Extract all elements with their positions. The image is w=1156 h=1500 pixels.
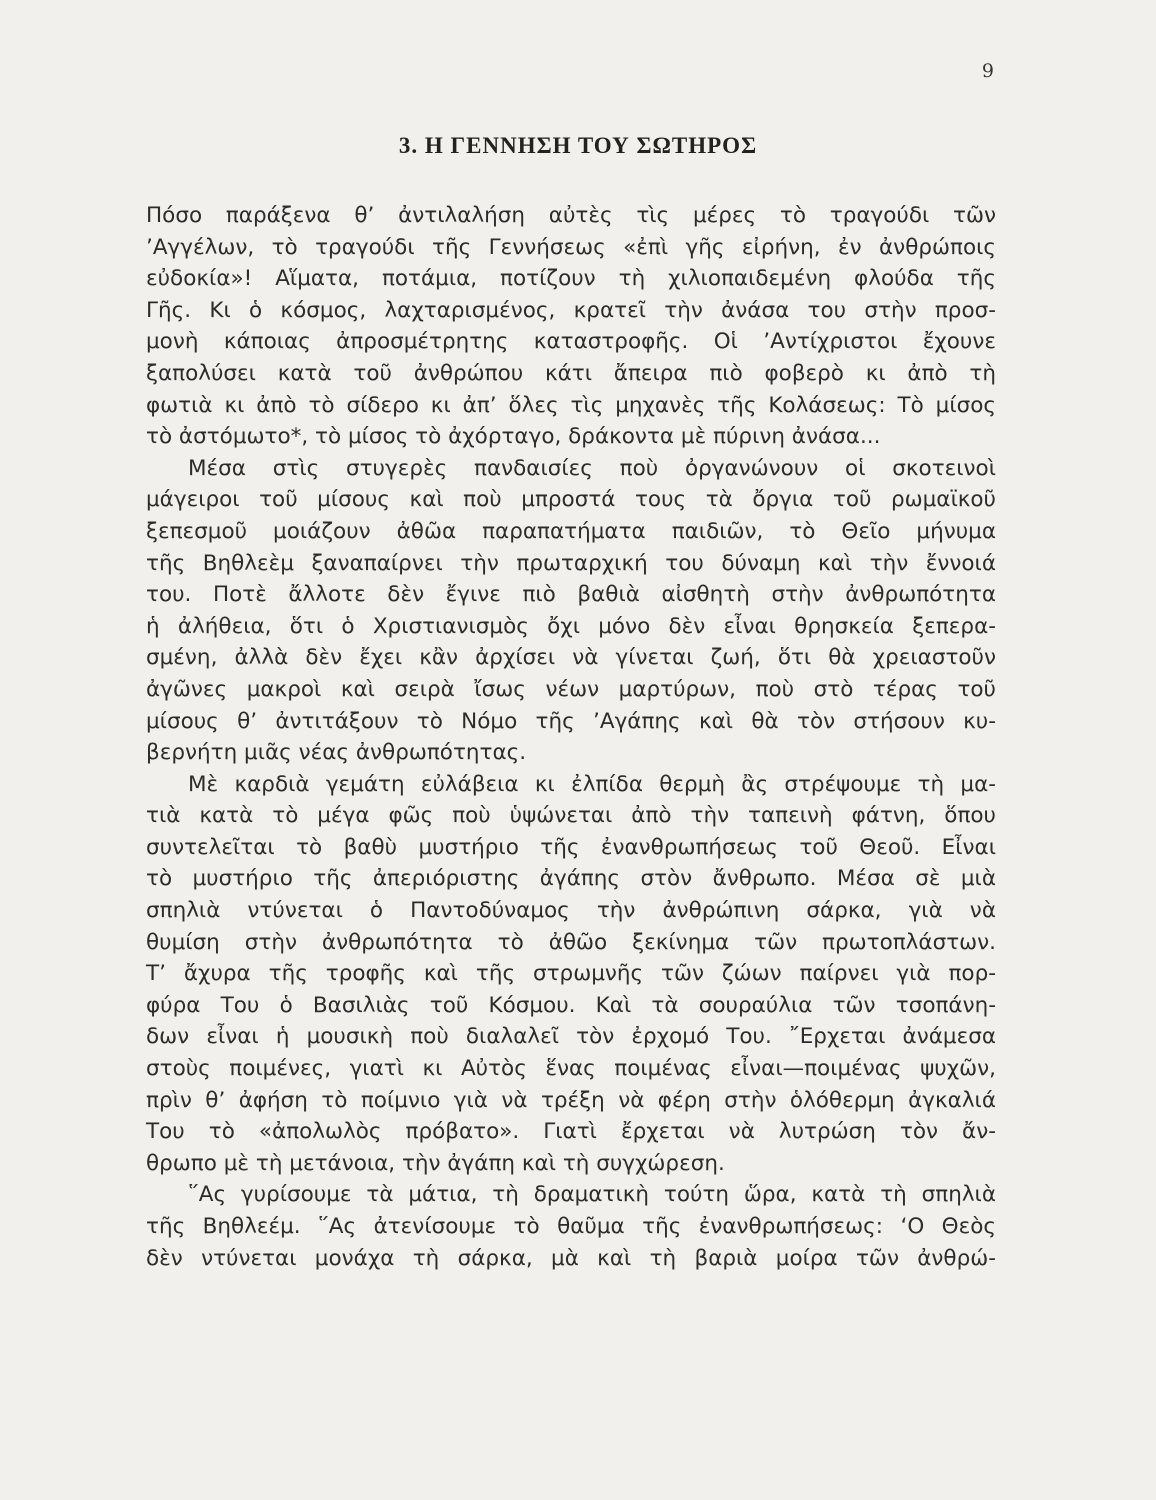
text-line: εὐδοκία»! Αἵματα, ποτάμια, ποτίζουν τὴ χιλιοπαιδεμένη φλούδα τῆς (146, 266, 996, 292)
text-line: βερνήτη μιᾶς νέας ἀνθρωπότητας. (146, 740, 527, 766)
text-line: Πόσο παράξενα θ’ ἀντιλαλήση αὐτὲς τὶς μέρες τὸ τραγούδι τῶν (146, 203, 996, 228)
chapter-title: 3. Η ΓΕΝΝΗΣΗ ΤΟΥ ΣΩΤΗΡΟΣ (398, 133, 758, 158)
text-line: ἡ ἀλήθεια, ὅτι ὁ Χριστιανισμὸς ὄχι μόνο δὲν εἶναι θρησκεία ξεπερα- (146, 613, 996, 639)
text-line: φύρα Του ὁ Βασιλιὰς τοῦ Κόσμου. Καὶ τὰ σουραύλια τῶν τσοπάνη- (146, 992, 996, 1018)
text-line: του. Ποτὲ ἄλλοτε δὲν ἔγινε πιὸ βαθιὰ αἰσθητὴ στὴν ἀνθρωπότητα (146, 582, 996, 608)
text-line: τῆς Βηθλεέμ. ῞Ας ἀτενίσουμε τὸ θαῦμα τῆς ἐνανθρωπήσεως: ‘Ο Θεὸς (146, 1214, 996, 1239)
text-line: σπηλιὰ ντύνεται ὁ Παντοδύναμος τὴν ἀνθρώπινη σάρκα, γιὰ νὰ (146, 898, 996, 924)
text-line: δὲν ντύνεται μονάχα τὴ σάρκα, μὰ καὶ τὴ βαριὰ μοίρα τῶν ἀνθρώ- (146, 1245, 996, 1271)
text-line: ῞Ας γυρίσουμε τὰ μάτια, τὴ δραματικὴ τούτη ὥρα, κατὰ τὴ σπηλιὰ (188, 1182, 996, 1208)
text-line: πρὶν θ’ ἀφήση τὸ ποίμνιο γιὰ νὰ τρέξη νὰ φέρη στὴν ὁλόθερμη ἀγκαλιά (146, 1087, 996, 1113)
text-line: θυμίση στὴν ἀνθρωπότητα τὸ ἀθῶο ξεκίνημα τῶν πρωτοπλάστων. (146, 929, 996, 955)
text-line: ξεπεσμοῦ μοιάζουν ἀθῶα παραπατήματα παιδιῶν, τὸ Θεῖο μήνυμα (146, 518, 996, 544)
text-line: Μέσα στὶς στυγερὲς πανδαισίες ποὺ ὀργανώνουν οἱ σκοτεινοὶ (188, 455, 996, 481)
text-line: στοὺς ποιμένες, γιατὶ κι Αὐτὸς ἕνας ποιμένας εἶναι—ποιμένας ψυχῶν, (146, 1056, 996, 1082)
text-line: φωτιὰ κι ἀπὸ τὸ σίδερο κι ἀπ’ ὅλες τὶς μηχανὲς τῆς Κολάσεως: Τὸ μίσος (146, 392, 996, 418)
text-line: δων εἶναι ἡ μουσικὴ ποὺ διαλαλεῖ τὸν ἐρχομό Του. ῎Ερχεται ἀνάμεσα (146, 1024, 996, 1050)
text-line: συντελεῖται τὸ βαθὺ μυστήριο τῆς ἐνανθρωπήσεως τοῦ Θεοῦ. Εἶναι (146, 834, 996, 860)
text-line: τῆς Βηθλεὲμ ξαναπαίρνει τὴν πρωταρχική του δύναμη καὶ τὴν ἔννοιά (146, 550, 996, 576)
text-line: Γῆς. Κι ὁ κόσμος, λαχταρισμένος, κρατεῖ τὴν ἀνάσα του στὴν προσ- (146, 297, 996, 323)
text-line: ξαπολύσει κατὰ τοῦ ἀνθρώπου κάτι ἄπειρα πιὸ φοβερὸ κι ἀπὸ τὴ (146, 360, 996, 386)
text-line: τιὰ κατὰ τὸ μέγα φῶς ποὺ ὑψώνεται ἀπὸ τὴν ταπεινὴ φάτνη, ὅπου (146, 803, 996, 829)
text-line: θρωπο μὲ τὴ μετάνοια, τὴν ἀγάπη καὶ τὴ συγχώρεση. (146, 1150, 725, 1176)
page-number: 9 (981, 60, 994, 82)
text-line: μίσους θ’ ἀντιτάξουν τὸ Νόμο τῆς ’Αγάπης καὶ θὰ τὸν στήσουν κυ- (146, 708, 996, 734)
text-line: τὸ μυστήριο τῆς ἀπεριόριστης ἀγάπης στὸν ἄνθρωπο. Μέσα σὲ μιὰ (146, 866, 996, 892)
text-line: τὸ ἀστόμωτο*, τὸ μίσος τὸ ἀχόρταγο, δράκοντα μὲ πύρινη ἀνάσα... (146, 424, 881, 450)
body-text (146, 200, 996, 1274)
text-line: Μὲ καρδιὰ γεμάτη εὐλάβεια κι ἐλπίδα θερμὴ ἂς στρέψουμε τὴ μα- (188, 771, 996, 797)
text-line: Του τὸ «ἀπολωλὸς πρόβατο». Γιατὶ ἔρχεται νὰ λυτρώση τὸν ἄν- (146, 1119, 996, 1145)
text-line: μάγειροι τοῦ μίσους καὶ ποὺ μπροστά τους τὰ ὄργια τοῦ ρωμαϊκοῦ (146, 487, 996, 513)
text-line: σμένη, ἀλλὰ δὲν ἔχει κἂν ἀρχίσει νὰ γίνεται ζωή, ὅτι θὰ χρειαστοῦν (146, 645, 996, 671)
text-line: Τ’ ἄχυρα τῆς τροφῆς καὶ τῆς στρωμνῆς τῶν ζώων παίρνει γιὰ πορ- (146, 961, 996, 987)
text-line: ἀγῶνες μακροὶ καὶ σειρὰ ἴσως νέων μαρτύρων, ποὺ στὸ τέρας τοῦ (146, 676, 996, 702)
text-line: μονὴ κάποιας ἀπροσμέτρητης καταστροφῆς. Οἱ ’Αντίχριστοι ἔχουνε (146, 329, 996, 355)
text-line: ’Αγγέλων, τὸ τραγούδι τῆς Γεννήσεως «ἐπὶ γῆς εἰρήνη, ἐν ἀνθρώποις (146, 234, 996, 260)
